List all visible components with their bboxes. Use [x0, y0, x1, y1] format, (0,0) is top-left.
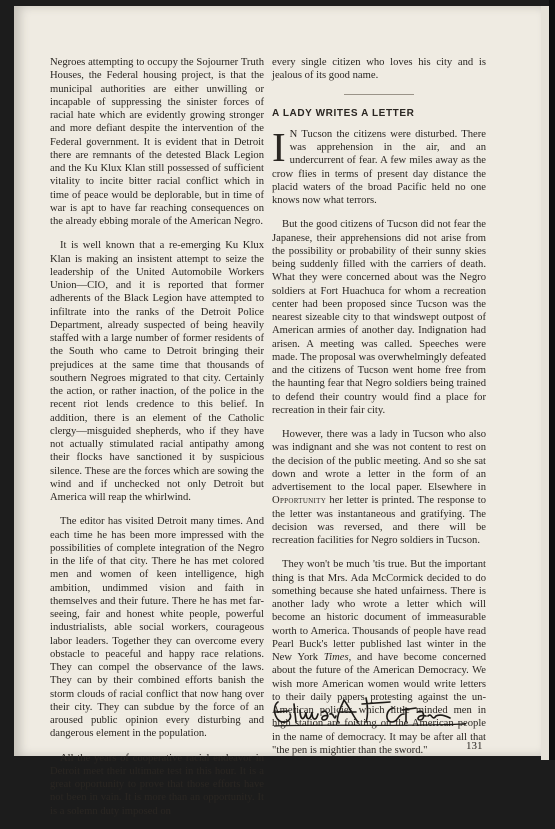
paragraph: All the years of cooperative racial endeavor in Detroit meet their ultimate test in this hour. It is a great opportunity to prove that those efforts have not been in vain. It is more than an opportunity. It is a solemn duty imposed on [50, 752, 264, 817]
paragraph-text: They won't be much 'tis true. But the important thing is that Mrs. Ada McCormick decided to do something because she hated unfairness. There is another lady who wrote a letter which will become an historic document of immeasurable worth to America. Thousands of people have read Pearl Buck's letter published last winter in the New York [272, 559, 486, 663]
signature [270, 694, 480, 730]
paragraph: Negroes attempting to occupy the Sojourner Truth Houses, the Federal housing project, is that the municipal authorities are either unwilling or incapable of suppressing the sinister forces of racial hate which are evidently growing stronger and more defiant despite the intervention of the Federal government. It is evident that in Detroit there are remnants of the detested Black Legion and the Ku Klux Klan still possessed of sufficient vitality to incite bitter racial conflict which in time of peace would be deplorable, but in time of war is apt to have far reaching consequences on the already ebbing morale of the American Negro. [50, 57, 264, 227]
paragraph: The editor has visited Detroit many times. And each time he has been more impressed with the possibilities of complete integration of the Negro in the life of that city. There he has met colored men and women of keen intelligence, high ambition, undimmed vision and faith in themselves and their future. There he has met far-seeing, fair and honest white people, powerful industrialists, able social workers, courageous labor leaders. Together they can overcome every obstacle to peaceful and happy race relations. They can compel the observance of the laws. They can by their combined efforts banish the storm clouds of racial conflict that now hang over their city. They can subdue by the force of an aroused public opinion every disturbing and dangerous element in the population. [50, 516, 264, 740]
next-page-edge [541, 6, 549, 760]
paragraph-text: N Tucson the citizens were disturbed. There was apprehension in the air, and an undercurrent of fear. A few miles away as the crow flies in terms of present day distance the placid waters of the broad Pacific held no one knows now what terrors. [272, 128, 486, 206]
magazine-name: Opportunity [272, 495, 327, 507]
paragraph: But the good citizens of Tucson did not fear the Japanese, their apprehensions did not arise from the possibility or probability of their sunny skies being suddenly filled with the carriers of death. What they were concerned about was the Negro soldiers at Fort Huachuca for whom a recreation center had been proposed since Tucson was the nearest sizeable city to that windswept outpost of American armies of another day. Indignation had arisen. A meeting was called. Speeches were made. The proposal was overwhelmingly defeated and the citizens of Tucson went home free from the haunting fear that Negro soldiers being trained to defend their country would find a place for recreation in their fair city. [272, 219, 486, 416]
paragraph-text: and have become concerned about the future of the American Democracy. We wish more American women would write letters to their daily papers protesting against the un-American policies which little minded men in high station are foisting on the American people in the name of democracy. It may be after all that "the pen is mightier than the sword." [272, 652, 486, 756]
binding-shadow [549, 0, 555, 760]
page-number: 131 [466, 740, 483, 752]
paragraph: It is well known that a re-emerging Ku Klux Klan is making an insistent attempt to seize the leadership of the United Automobile Workers Union—CIO, and it is reported that former adherents of the Black Legion have attempted to infiltrate into the ranks of the Detroit Police Department, already suspected of being heavily staffed with a large number of former residents of the South who came to Detroit bringing their prejudices at the same time that thousands of southern Negroes migrated to that city. Certainly the action, or rather inaction, of the police in the recent riot lends credence to this belief. In addition, there is an element of the Catholic clergy—misguided shepherds, who if they have not actually stimulated racial antipathy among their flocks have sanctioned it by suspicious silence. These are the forces which are sowing the wind and if unchecked not only Detroit but America will reap the whirlwind. [50, 240, 264, 503]
paragraph [272, 123, 486, 208]
left-column [50, 56, 264, 829]
paragraph [272, 428, 486, 547]
paragraph: every single citizen who loves his city and is jealous of its good name. [272, 57, 486, 82]
right-column [272, 56, 486, 768]
section-heading: A LADY WRITES A LETTER [272, 107, 415, 119]
paragraph-text: However, there was a lady in Tucson who also was indignant and she was not content to rest on the decision of the public meeting. And so she sat down and wrote a letter in the form of an advertisement to the local paper. Elsewhere in [272, 429, 486, 493]
section-divider [344, 94, 414, 95]
newspaper-name: Times, [323, 652, 352, 663]
paragraph-text: her letter is printed. The response to the letter was instantaneous and gratifying. The decision was reversed, and there will be recreation facilities for Negro soldiers in Tucson. [272, 495, 486, 546]
drop-cap: I [272, 123, 286, 170]
